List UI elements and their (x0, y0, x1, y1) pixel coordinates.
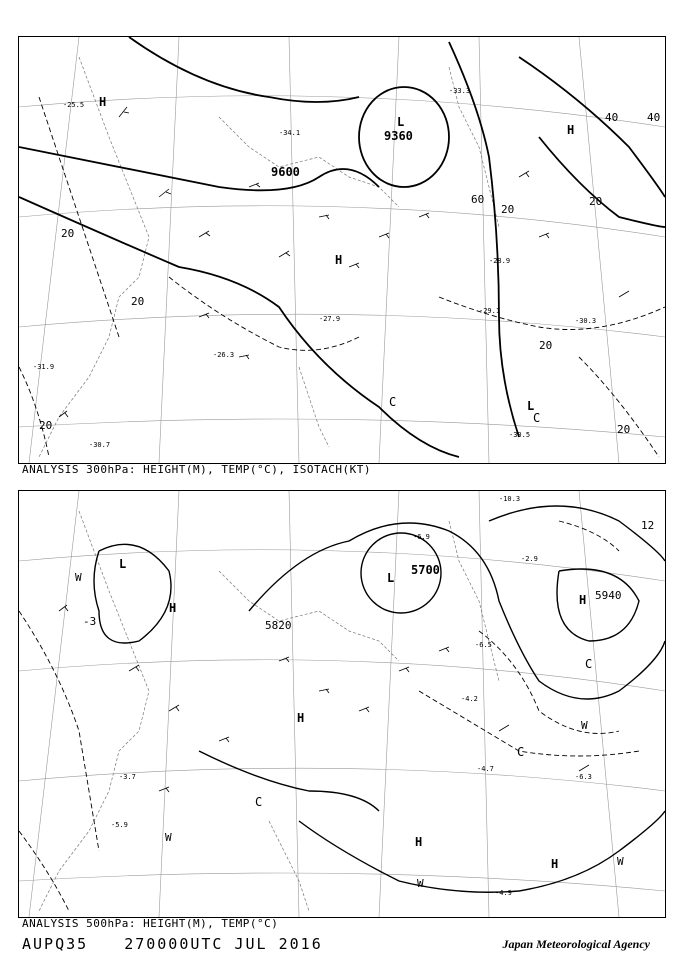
caption-500hpa: ANALYSIS 500hPa: HEIGHT(M), TEMP(°C) (22, 917, 279, 930)
height-label: 5940 (595, 589, 622, 602)
temperature-label: -3 (83, 615, 97, 628)
temperature-label: -30.5 (509, 431, 531, 439)
pressure-center: L (119, 557, 127, 571)
caption-300hpa: ANALYSIS 300hPa: HEIGHT(M), TEMP(°C), ISOTACH(KT) (22, 463, 372, 476)
height-contours (94, 506, 665, 892)
temperature-label: -4.7 (477, 765, 494, 773)
temperature-label: -4.9 (495, 889, 512, 897)
map-500hpa-canvas (19, 491, 665, 917)
isotach-label: 20 (39, 419, 53, 432)
isotach-label: 40 (647, 111, 661, 124)
pressure-center: H (99, 95, 107, 109)
isotach-label: 20 (617, 423, 631, 436)
height-label: 9600 (271, 165, 300, 179)
height-label: 9360 (384, 129, 413, 143)
pressure-center: H (169, 601, 177, 615)
pressure-center: C (389, 395, 397, 409)
pressure-center: H (415, 835, 423, 849)
pressure-center: W (417, 877, 424, 890)
pressure-center: W (617, 855, 624, 868)
isotach-label: 20 (589, 195, 603, 208)
map-300hpa (18, 36, 666, 464)
temperature-label: -30.3 (575, 317, 597, 325)
pressure-center: L (397, 115, 405, 129)
pressure-center: W (581, 719, 588, 732)
temperature-label: -6.9 (413, 533, 430, 541)
pressure-center: H (335, 253, 343, 267)
temperature-label: -33.3 (449, 87, 471, 95)
temperature-label: -3.7 (119, 773, 136, 781)
pressure-center: C (255, 795, 263, 809)
graticule (19, 491, 665, 917)
agency-name: Japan Meteorological Agency (502, 937, 650, 951)
pressure-center: C (585, 657, 593, 671)
temperature-label: -6.3 (575, 773, 592, 781)
temperature-label: -25.5 (63, 101, 85, 109)
isotach-label: 20 (501, 203, 515, 216)
temperature-label: -2.9 (521, 555, 538, 563)
temperature-label: -26.3 (213, 351, 235, 359)
isotach-label: 20 (539, 339, 553, 352)
isotach-label: 40 (605, 111, 619, 124)
isotherms (19, 521, 639, 911)
pressure-center: C (533, 411, 541, 425)
chart-footer (22, 935, 359, 953)
pressure-center: H (579, 593, 587, 607)
chart-datetime: 270000UTC JUL 2016 (124, 935, 323, 953)
pressure-center: H (297, 711, 305, 725)
pressure-center: W (75, 571, 82, 584)
coastline (39, 57, 499, 457)
temperature-label: -34.1 (279, 129, 301, 137)
pressure-center: L (527, 399, 535, 413)
temperature-label: -5.9 (111, 821, 128, 829)
chart-code: AUPQ35 (22, 935, 89, 953)
map-300hpa-canvas (19, 37, 665, 463)
isotach-label: 20 (61, 227, 75, 240)
pressure-center: H (567, 123, 575, 137)
temperature-label: -6.5 (475, 641, 492, 649)
temperature-label: 12 (641, 519, 655, 532)
height-label: 5700 (411, 563, 440, 577)
isotach-label: 20 (131, 295, 145, 308)
isotach-contours (19, 97, 665, 457)
temperature-label: -29.1 (479, 307, 501, 315)
temperature-label: -4.2 (461, 695, 478, 703)
wind-barbs (59, 107, 629, 417)
wind-barbs (59, 605, 589, 792)
temperature-label: -27.9 (319, 315, 341, 323)
isotach-label: 60 (471, 193, 485, 206)
temperature-label: -28.9 (489, 257, 511, 265)
height-label: 5820 (265, 619, 292, 632)
temperature-label: -30.7 (89, 441, 111, 449)
map-500hpa (18, 490, 666, 918)
temperature-label: -10.3 (499, 495, 521, 503)
pressure-center: W (165, 831, 172, 844)
pressure-center: C (517, 745, 525, 759)
temperature-label: -31.9 (33, 363, 55, 371)
pressure-center: L (387, 571, 395, 585)
pressure-center: H (551, 857, 559, 871)
